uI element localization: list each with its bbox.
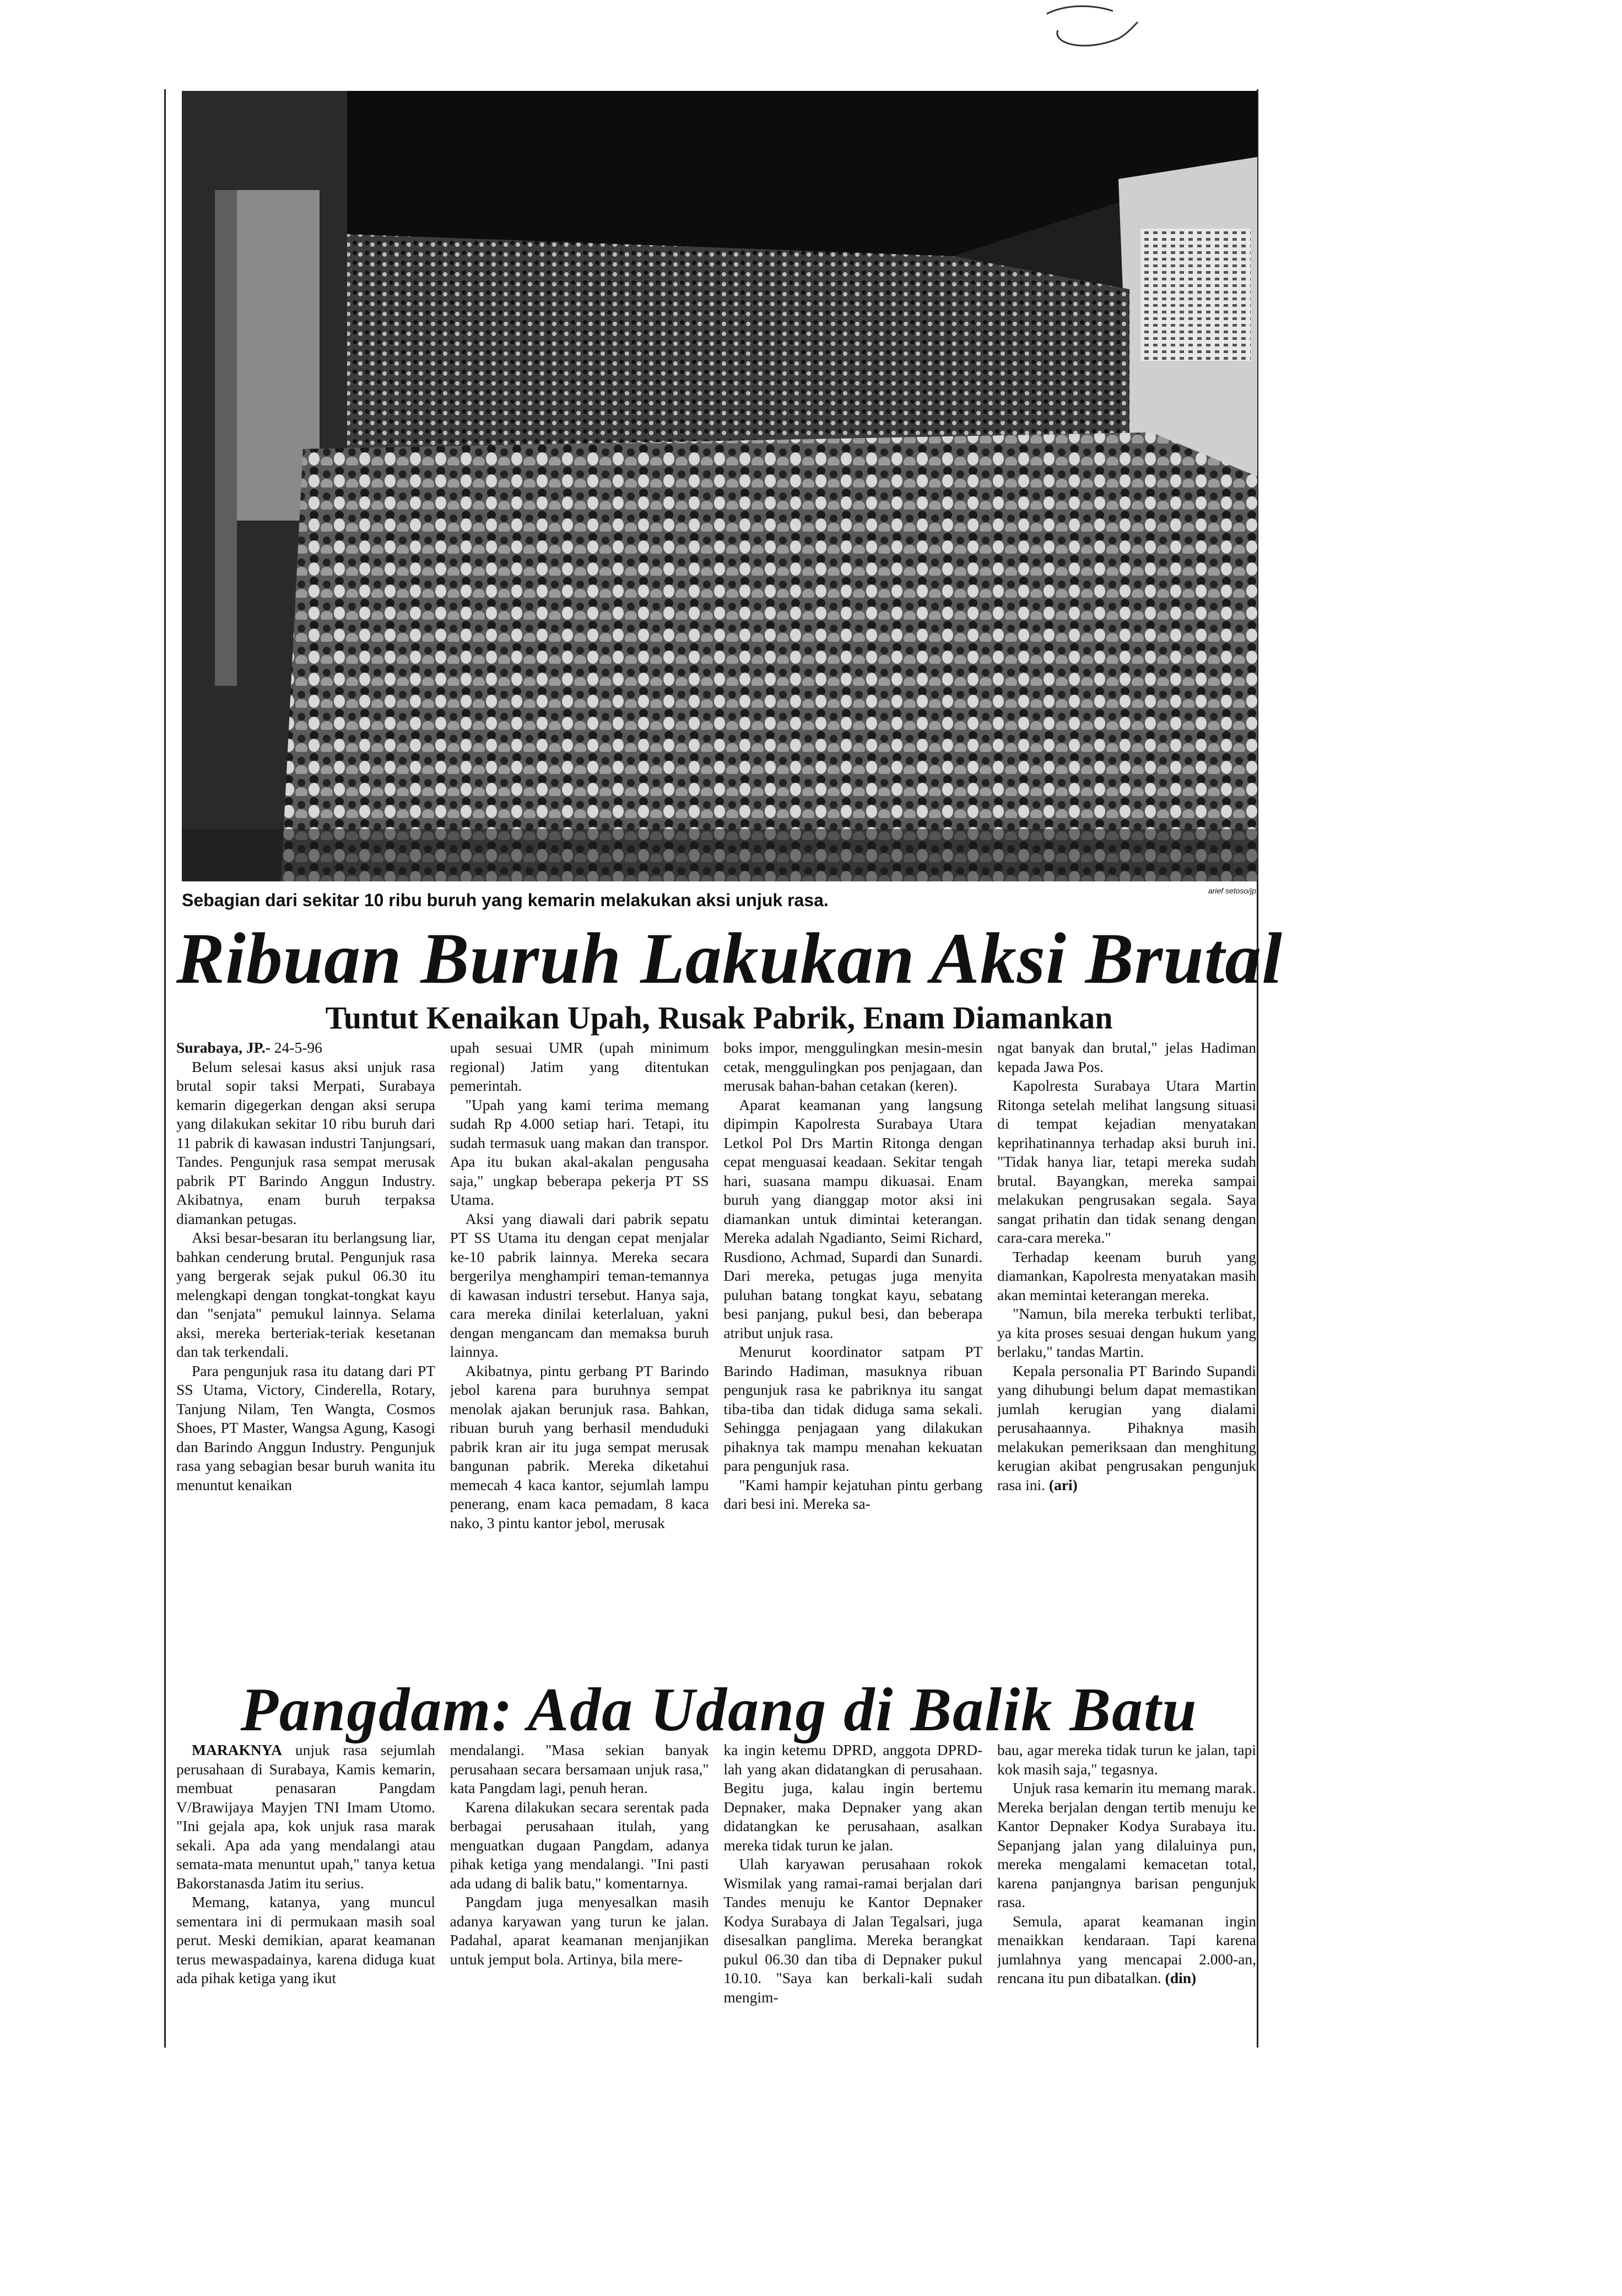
dateline (176, 1038, 435, 1058)
paragraph: Belum selesai kasus aksi unjuk rasa brutal sopir taksi Merpati, Surabaya kemarin digegerkan dengan aksi serupa yang dilakukan sekitar 10 ribu buruh dari 11 pabrik di kawasan industri Tanjungsari, Tandes. Pengunjuk rasa sempat merusak pabrik PT Barindo Anggun Industry. Akibatnya, enam buruh terpaksa diamankan petugas. (176, 1058, 435, 1227)
photo-credit: arief setoso/jp (1208, 886, 1256, 895)
article-column-2 (450, 1038, 709, 1680)
handwritten-date: 24-5-96 (274, 1039, 322, 1056)
paragraph-last (997, 1912, 1256, 1988)
lead-word: MARAKNYA (192, 1741, 282, 1758)
subheadline: Tuntut Kenaikan Upah, Rusak Pabrik, Enam Diamankan (325, 1000, 1113, 1036)
article-column-3 (723, 1038, 982, 1680)
paragraph: "Kami hampir kejatuhan pintu gerbang dari besi ini. Mereka sa- (723, 1476, 983, 1512)
article-2-column-4 (997, 1741, 1256, 2038)
article-body (176, 1038, 1256, 1680)
paragraph: Menurut koordinator satpam PT Barindo Hadiman, masuknya ribuan pengunjuk rasa ke pabriknya itu sangat tiba-tiba dan tidak diduga sama sekali. Sehingga penjagaan yang dilakukan pihaknya tak mampu menahan kekuatan para pengunjuk rasa. (723, 1343, 983, 1474)
paragraph: Unjuk rasa kemarin itu memang marak. Mereka berjalan dengan tertib menuju ke Kantor Depnaker Kodya Surabaya itu. Sepanjang jalan yang dilaluinya pun, mereka mengalami kemacetan total, karena panjangnya barisan pengunjuk rasa. (997, 1779, 1256, 1910)
paragraph: Akibatnya, pintu gerbang PT Barindo jebol karena para buruhnya sempat menolak ajakan berunjuk rasa. Bahkan, ribuan buruh yang berhasil menduduki pabrik kran air itu juga sempat merusak bangunan pabrik. Mereka diketahui memecah 4 kaca kantor, sejumlah lampu penerang, enam kaca pemadam, 8 kaca nako, 3 pintu kantor jebol, merusak (450, 1362, 709, 1531)
paragraph: Aksi besar-besaran itu berlangsung liar, bahkan cenderung brutal. Pengunjuk rasa yang bergerak sejak pukul 06.30 itu melengkapi dengan tongkat-tongkat kayu dan "senjata" pemukul lainnya. Selama aksi, mereka berteriak-teriak kesetanan dan tak terkendali. (176, 1229, 435, 1360)
paragraph: Karena dilakukan secara serentak pada berbagai perusahaan itulah, yang menguatkan dugaan Pangdam, adanya pihak ketiga yang mendalangi. "Ini pasti ada udang di balik batu," komentarnya. (450, 1798, 709, 1892)
photo-caption: Sebagian dari sekitar 10 ribu buruh yang kemarin melakukan aksi unjuk rasa. (182, 890, 829, 910)
paragraph-lead (176, 1741, 435, 1893)
paragraph: Aparat keamanan yang langsung dipimpin Kapolresta Surabaya Utara Letkol Pol Drs Martin Ritonga dengan cepat menguasai keadaan. Sekitar tengah hari, suasana mampu dikuasai. Enam buruh yang dianggap motor aksi ini diamankan untuk dimintai keterangan. Mereka adalah Ngadianto, Seimi Richard, Rusdiono, Achmad, Supardi dan Sunardi. Dari mereka, petugas juga menyita puluhan batang tongkat kayu, sebatang besi panjang, pukul besi, dan beberapa atribut unjuk rasa. (723, 1096, 983, 1341)
article-column-4 (997, 1038, 1256, 1680)
paragraph: mendalangi. "Masa sekian banyak perusahaan secara bersamaan unjuk rasa," kata Pangdam lagi, penuh heran. (450, 1741, 709, 1796)
paragraph: boks impor, menggulingkan mesin-mesin cetak, menggulingkan pos penjagaan, dan merusak bahan-bahan cetakan (keren). (723, 1039, 983, 1094)
paragraph: Para pengunjuk rasa itu datang dari PT SS Utama, Victory, Cinderella, Rotary, Tanjung Nilam, Ten Wangta, Cosmos Shoes, PT Master, Wangsa Agung, Kasogi dan Barindo Anggun Industry. Pengunjuk rasa yang sebagian besar buruh wanita itu menuntut kenaikan (176, 1362, 435, 1493)
paragraph: Pangdam juga menyesalkan masih adanya karyawan yang turun ke jalan. Padahal, aparat keamanan menjanjikan untuk jemput bola. Artinya, bila mere- (450, 1893, 709, 1968)
paragraph: "Upah yang kami terima memang sudah Rp 4.000 setiap hari. Tetapi, itu sudah termasuk uang makan dan transpor. Apa itu bukan akal-akalan pengusaha saja," ungkap beberapa pekerja PT SS Utama. (450, 1096, 709, 1208)
paragraph: Kapolresta Surabaya Utara Martin Ritonga setelah melihat langsung situasi di tempat kejadian menyatakan keprihatinannya terhadap aksi buruh ini. "Tidak hanya liar, tetapi mereka sudah brutal. Bayangkan, mereka sampai melakukan pengrusakan segala. Saya sangat prihatin dan tidak senang dengan cara-cara mereka." (997, 1077, 1256, 1246)
paragraph-last (997, 1362, 1256, 1495)
handwritten-scribble (1036, 0, 1146, 61)
paragraph: ka ingin ketemu DPRD, anggota DPRD-lah yang akan didatangkan di perusahaan. Begitu juga, kalau ingin bertemu Depnaker, maka Depnaker yang akan didatangkan ke perusahaan, asalkan mereka tidak turun ke jalan. (723, 1741, 983, 1854)
byline: (din) (1165, 1969, 1197, 1986)
paragraph-text: Semula, aparat keamanan ingin menaikkan kendaraan. Tapi karena jumlahnya yang mencapai 2.000-an, rencana itu pun dibatalkan. (997, 1912, 1256, 1986)
article-2-column-3 (723, 1741, 982, 2038)
news-photo (182, 91, 1257, 881)
paragraph-text: unjuk rasa sejumlah perusahaan di Surabaya, Kamis kemarin, membuat penasaran Pangdam V/Brawijaya Mayjen TNI Imam Utomo. "Ini gejala apa, kok unjuk rasa marak sekali. Apa ada yang mendalangi atau semata-mata menuntut upah," tanya ketua Bakorstanasda Jatim itu serius. (176, 1741, 435, 1892)
paragraph: Terhadap keenam buruh yang diamankan, Kapolresta menyatakan masih akan memintai keterangan mereka. (997, 1248, 1256, 1303)
byline: (ari) (1048, 1476, 1078, 1493)
article-2-column-2 (450, 1741, 709, 2038)
paragraph: "Namun, bila mereka terbukti terlibat, ya kita proses sesuai dengan hukum yang berlaku," tandas Martin. (997, 1305, 1256, 1360)
headline-2: Pangdam: Ada Udang di Balik Batu (240, 1676, 1198, 1744)
paragraph: Memang, katanya, yang muncul sementara ini di permukaan masih soal perut. Meski demikian, aparat keamanan terus mewaspadainya, karena diduga kuat ada pihak ketiga yang ikut (176, 1893, 435, 1986)
article-column-1 (176, 1038, 435, 1680)
crowd-photo-image (182, 91, 1257, 881)
paragraph: ngat banyak dan brutal," jelas Hadiman kepada Jawa Pos. (997, 1039, 1256, 1075)
paragraph: bau, agar mereka tidak turun ke jalan, tapi kok masih saja," tegasnya. (997, 1741, 1256, 1778)
dateline-text: Surabaya, JP.- (176, 1039, 271, 1056)
paragraph: upah sesuai UMR (upah minimum regional) Jatim yang ditentukan pemerintah. (450, 1039, 709, 1094)
paragraph-text: Kepala personalia PT Barindo Supandi yang dihubungi belum dapat memastikan jumlah kerugian yang dialami perusahaannya. Pihaknya masih melakukan pemeriksaan dan menghitung kerugian akibat pengrusakan pengunjuk rasa ini. (997, 1362, 1256, 1493)
article-2-column-1 (176, 1741, 435, 2038)
paragraph: Ulah karyawan perusahaan rokok Wismilak yang ramai-ramai berjalan dari Tandes menuju ke Kantor Depnaker Kodya Surabaya di Jalan Tegalsari, juga disesalkan panglima. Mereka berangkat pukul 06.30 dan tiba di Depnaker pukul 10.10. "Saya kan berkali-kali sudah mengim- (723, 1855, 983, 2006)
article-2-body (176, 1741, 1256, 2038)
headline: Ribuan Buruh Lakukan Aksi Brutal (176, 918, 1283, 999)
paragraph: Aksi yang diawali dari pabrik sepatu PT SS Utama itu dengan cepat menjalar ke-10 pabrik lainnya. Mereka secara bergerilya menghampiri teman-temannya di kawasan industri tersebut. Hanya saja, cara mereka dinilai keterlaluan, yakni dengan mengancam dan memaksa buruh lainnya. (450, 1210, 709, 1360)
